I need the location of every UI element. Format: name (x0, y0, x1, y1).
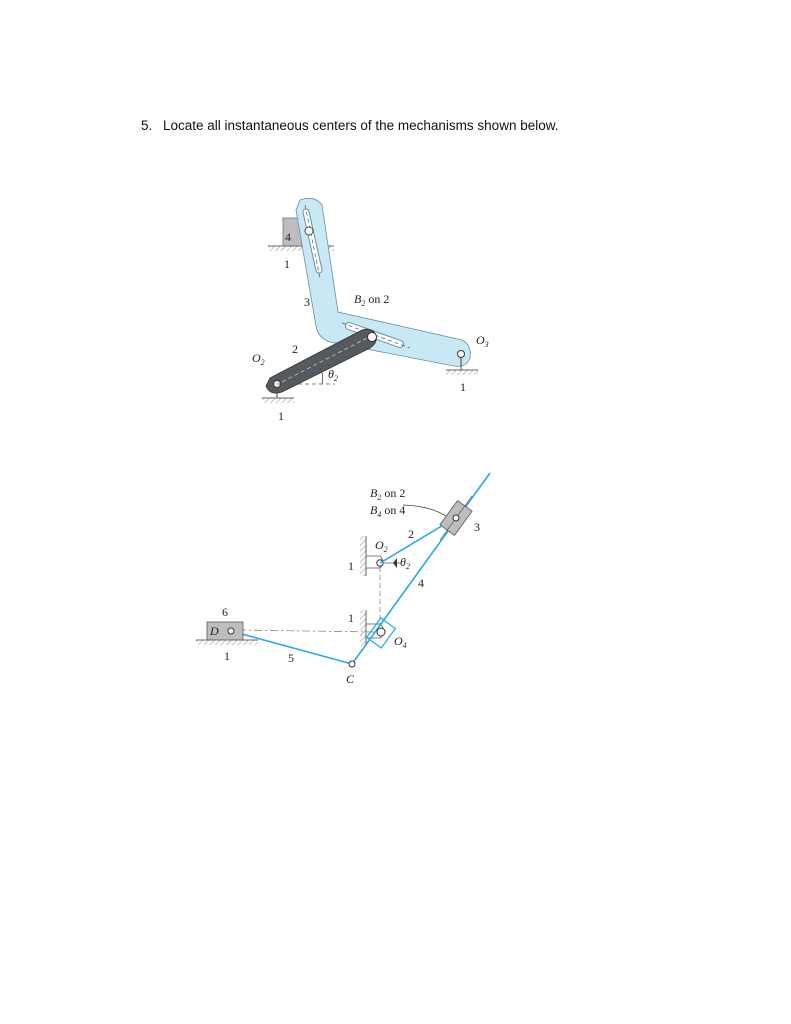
ground-hatch-o4-wall (360, 610, 366, 646)
label-link-5-fig2: 5 (288, 651, 294, 665)
pivot-o3-pin (458, 351, 465, 358)
link-2-crank (266, 329, 376, 393)
label-b2-on-2: $B_2$ on 2 (354, 292, 390, 308)
label-link-3-fig2: 3 (474, 520, 480, 534)
label-link-4-fig2: 4 (418, 576, 424, 590)
label-d-fig2: D (210, 624, 219, 638)
label-b4-on-4-fig2: $B_4$ on 4 (370, 503, 406, 519)
ground-hatch-o2-wall (360, 536, 366, 576)
pin-c (349, 661, 355, 667)
ground-hatch-o3 (446, 370, 478, 375)
label-ground-slider: 1 (284, 257, 290, 271)
label-o2-fig2: $O_2$ (375, 538, 388, 554)
pin-d (228, 628, 234, 634)
label-o4-fig2: $O_4$ (394, 634, 407, 650)
label-link-2-fig2: 2 (408, 527, 414, 541)
label-theta-2-fig2: $\theta_2$ (400, 555, 410, 571)
figure-2-blue-linkage (196, 473, 490, 686)
label-ground-o2: 1 (278, 409, 284, 423)
b-leader-line (403, 505, 446, 516)
figure-1-slotted-mechanism (252, 198, 489, 423)
question-number: 5. (141, 118, 153, 133)
d-o4-centerline (238, 630, 375, 632)
pivot-o4-pin (377, 628, 385, 636)
label-ground-d-fig2: 1 (224, 649, 230, 663)
ground-hatch-d (196, 640, 258, 645)
theta-arrowhead (393, 558, 397, 568)
label-link-4: 4 (285, 230, 291, 244)
link-4-line (352, 473, 490, 664)
label-link-2: 2 (292, 342, 298, 356)
label-c-fig2: C (346, 672, 355, 686)
label-ground-o3: 1 (460, 380, 466, 394)
label-o3: $O_3$ (476, 333, 489, 349)
label-link-3: 3 (304, 295, 310, 309)
crank-pin-b (368, 333, 377, 342)
label-ground-o2-fig2: 1 (348, 559, 354, 573)
pin-b (453, 515, 459, 521)
label-link-6-fig2: 6 (222, 605, 228, 619)
slider-pin (305, 227, 313, 235)
label-b2-on-2-fig2: $B_2$ on 2 (370, 486, 406, 502)
label-theta-2: $\theta_2$ (328, 367, 338, 383)
question-body: Locate all instantaneous centers of the mechanisms shown below. (163, 118, 559, 133)
label-ground-o4-fig2: 1 (348, 611, 354, 625)
label-o2: $O_2$ (252, 351, 265, 367)
ground-hatch-o2 (262, 398, 294, 403)
